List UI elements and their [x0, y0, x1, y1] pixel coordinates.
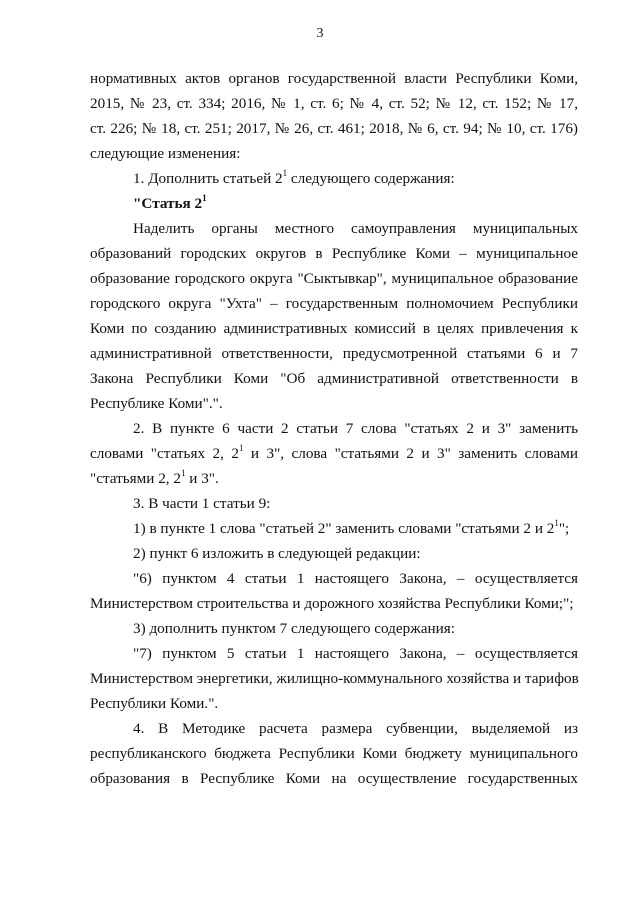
text-line: "статьями 2, $2^1$ и 3". — [90, 468, 219, 487]
text-line: Министерством строительства и дорожного хозяйства Республики Коми;"; — [90, 595, 574, 612]
superscript: 1 — [202, 193, 207, 203]
text-line: 2) пункт 6 изложить в следующей редакции: — [133, 545, 421, 562]
text-line: административной ответственности, предусмотренной статьями 6 и 7 — [90, 345, 578, 362]
article-heading: "Статья $2^1$ — [133, 193, 207, 212]
text-line: образования в Республике Коми на осуществление государственных — [90, 770, 578, 787]
text-line: "6) пунктом 4 статьи 1 настоящего Закона, – осуществляется — [133, 570, 578, 587]
text-line: Республики Коми.". — [90, 695, 219, 712]
text-line: Наделить органы местного самоуправления муниципальных — [133, 220, 578, 237]
text-line: 2. В пункте 6 части 2 статьи 7 слова "статьях 2 и 3" заменить — [133, 420, 578, 437]
text-line: нормативных актов органов государственной власти Республики Коми, — [90, 70, 578, 87]
text-line: 4. В Методике расчета размера субвенции, выделяемой из — [133, 720, 578, 737]
text-line: образование городского округа "Сыктывкар", муниципальное образование — [90, 270, 578, 287]
text-line: Закона Республики Коми "Об административной ответственности в — [90, 370, 578, 387]
superscript: 1 — [180, 468, 186, 478]
page-number: 3 — [316, 26, 324, 41]
text-line: Республике Коми".". — [90, 395, 223, 412]
text-line: 3. В части 1 статьи 9: — [133, 495, 271, 512]
superscript: 1 — [282, 168, 288, 178]
text-line: словами "статьях 2, $2^1$ и 3", слова "статьями 2 и 3" заменить словами — [90, 443, 579, 462]
text-line: 1. Дополнить статьей $2^1$ следующего содержания: — [133, 168, 455, 187]
text-line: республиканского бюджета Республики Коми бюджету муниципального — [90, 745, 578, 762]
superscript: 1 — [554, 518, 559, 528]
text-line: Коми по созданию административных комиссий в целях привлечения к — [90, 320, 578, 337]
text-line: ст. 226; № 18, ст. 251; 2017, № 26, ст. 461; 2018, № 6, ст. 94; № 10, ст. 176) — [90, 120, 578, 137]
text-line: образований городских округов в Республике Коми – муниципальное — [90, 245, 578, 262]
text-line: 1) в пункте 1 слова "статьей 2" заменить словами "статьями 2 и $2^1$"; — [133, 518, 570, 537]
text-line: 3) дополнить пунктом 7 следующего содержания: — [133, 620, 455, 637]
text-line: 2015, № 23, ст. 334; 2016, № 1, ст. 6; № 4, ст. 52; № 12, ст. 152; № 17, — [90, 95, 578, 112]
text-line: городского округа "Ухта" – государственным полномочием Республики — [90, 295, 578, 312]
text-line: следующие изменения: — [90, 145, 241, 162]
text-line: "7) пунктом 5 статьи 1 настоящего Закона, – осуществляется — [133, 645, 578, 662]
text-line: Министерством энергетики, жилищно-коммунального хозяйства и тарифов — [90, 670, 579, 687]
superscript: 1 — [238, 443, 244, 453]
